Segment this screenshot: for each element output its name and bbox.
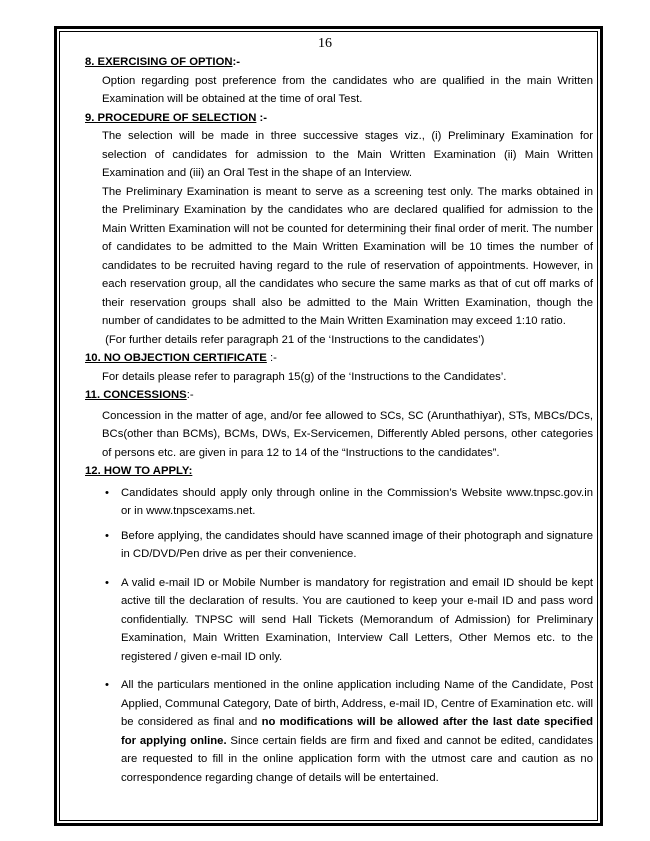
section-8-text: Option regarding post preference from the candidates who are qualified in the main Written Examination will be obtained at the time of oral Test. [102, 74, 593, 105]
bullet-icon: • [105, 679, 109, 691]
bullet-2-text: Before applying, the candidates should have scanned image of their photograph and signature in CD/DVD/Pen drive as per their convenience. [121, 529, 593, 560]
section-10-title: 10. NO OBJECTION CERTIFICATE [85, 352, 267, 364]
section-11-heading [85, 386, 593, 405]
document-body [85, 53, 593, 787]
section-8-title: 8. EXERCISING OF OPTION [85, 56, 233, 68]
list-item [85, 574, 593, 667]
how-to-apply-list [85, 484, 593, 788]
section-9-title: 9. PROCEDURE OF SELECTION [85, 111, 257, 124]
section-9-paragraph-3: (For further details refer paragraph 21 of the ‘Instructions to the candidates’) [102, 333, 485, 346]
bullet-3-text: A valid e-mail ID or Mobile Number is mandatory for registration and email ID should be kept active till the declaration of results. You are cautioned to keep your e-mail ID and pass word confidentially. TNPSC will send Hall Tickets (Memorandum of Admission) for Preliminary Examination, Main Written Examination, Interview Call Letters, Other Memos etc. to the registered / given e-mail ID only. [121, 576, 593, 663]
section-10-heading [85, 349, 593, 368]
bullet-4-text-part2: Since certain fields are firm and fixed and cannot be edited, candidates are requested to fill in the online application form with the utmost care and caution as no correspondence regarding change of details will be entertained. [121, 734, 593, 784]
section-8-title-suffix: :- [232, 56, 241, 68]
bullet-icon: • [105, 486, 109, 499]
list-item [85, 676, 593, 787]
section-10-title-suffix: :- [266, 352, 277, 364]
section-10-text: For details please refer to paragraph 15(g) of the ‘Instructions to the Candidates’. [102, 370, 507, 383]
bullet-4-text-part1: All the particulars mentioned in the online application including Name of the Candidate, Post Applied, Communal Category, Date of birth, Address, e-mail ID, Centre of Examination etc. will be considered as final and [121, 679, 593, 728]
section-9-paragraph-1: The selection will be made in three successive stages viz., (i) Preliminary Examination for selection of candidates for admission to the Main Written Examination (ii) Main Written Examination and (iii) an Oral Test in the shape of an Interview. [102, 130, 593, 179]
section-11-title-suffix: :- [186, 389, 194, 401]
section-9-paragraph-2: The Preliminary Examination is meant to serve as a screening test only. The marks obtained in the Preliminary Examination by the candidates who are declared qualified for admission to the Main Written Examination will not be counted for determining their final order of merit. The number of candidates to be admitted to the Main Written Examination will be 10 times the number of candidates to be recruited having regard to the rule of reservation of appointments. However, in each reservation group, all the candidates who secure the same marks as that of cut off marks of their reservation groups shall also be admitted to the Main Written Examination, though the number of candidates to be admitted to the Main Written Examination may exceed 1:10 ratio. [102, 185, 593, 327]
bullet-1-text: Candidates should apply only through online in the Commission’s Website www.tnpsc.gov.in or in www.tnpscexams.net. [121, 486, 593, 517]
section-8-heading [85, 53, 593, 72]
section-9-heading [85, 109, 593, 128]
section-11-title: 11. CONCESSIONS [85, 389, 187, 401]
bullet-icon: • [105, 529, 109, 542]
section-9-title-suffix: :- [256, 111, 268, 124]
bullet-icon: • [105, 576, 109, 589]
section-11-text: Concession in the matter of age, and/or fee allowed to SCs, SC (Arunthathiyar), STs, MBCs/DCs, BCs(other than BCMs), BCMs, DWs, Ex-Servicemen, Differently Abled persons, other categories of persons etc. are given in para 12 to 14 of the “Instructions to the candidates”. [102, 409, 593, 459]
list-item [85, 527, 593, 564]
section-12-title: 12. HOW TO APPLY: [85, 465, 193, 477]
page-number: 16 [318, 36, 332, 51]
list-item [85, 484, 593, 521]
section-12-heading [85, 462, 593, 481]
bullet-4-text-bold: no modifications will be allowed after the last date specified for applying online. [121, 716, 593, 747]
